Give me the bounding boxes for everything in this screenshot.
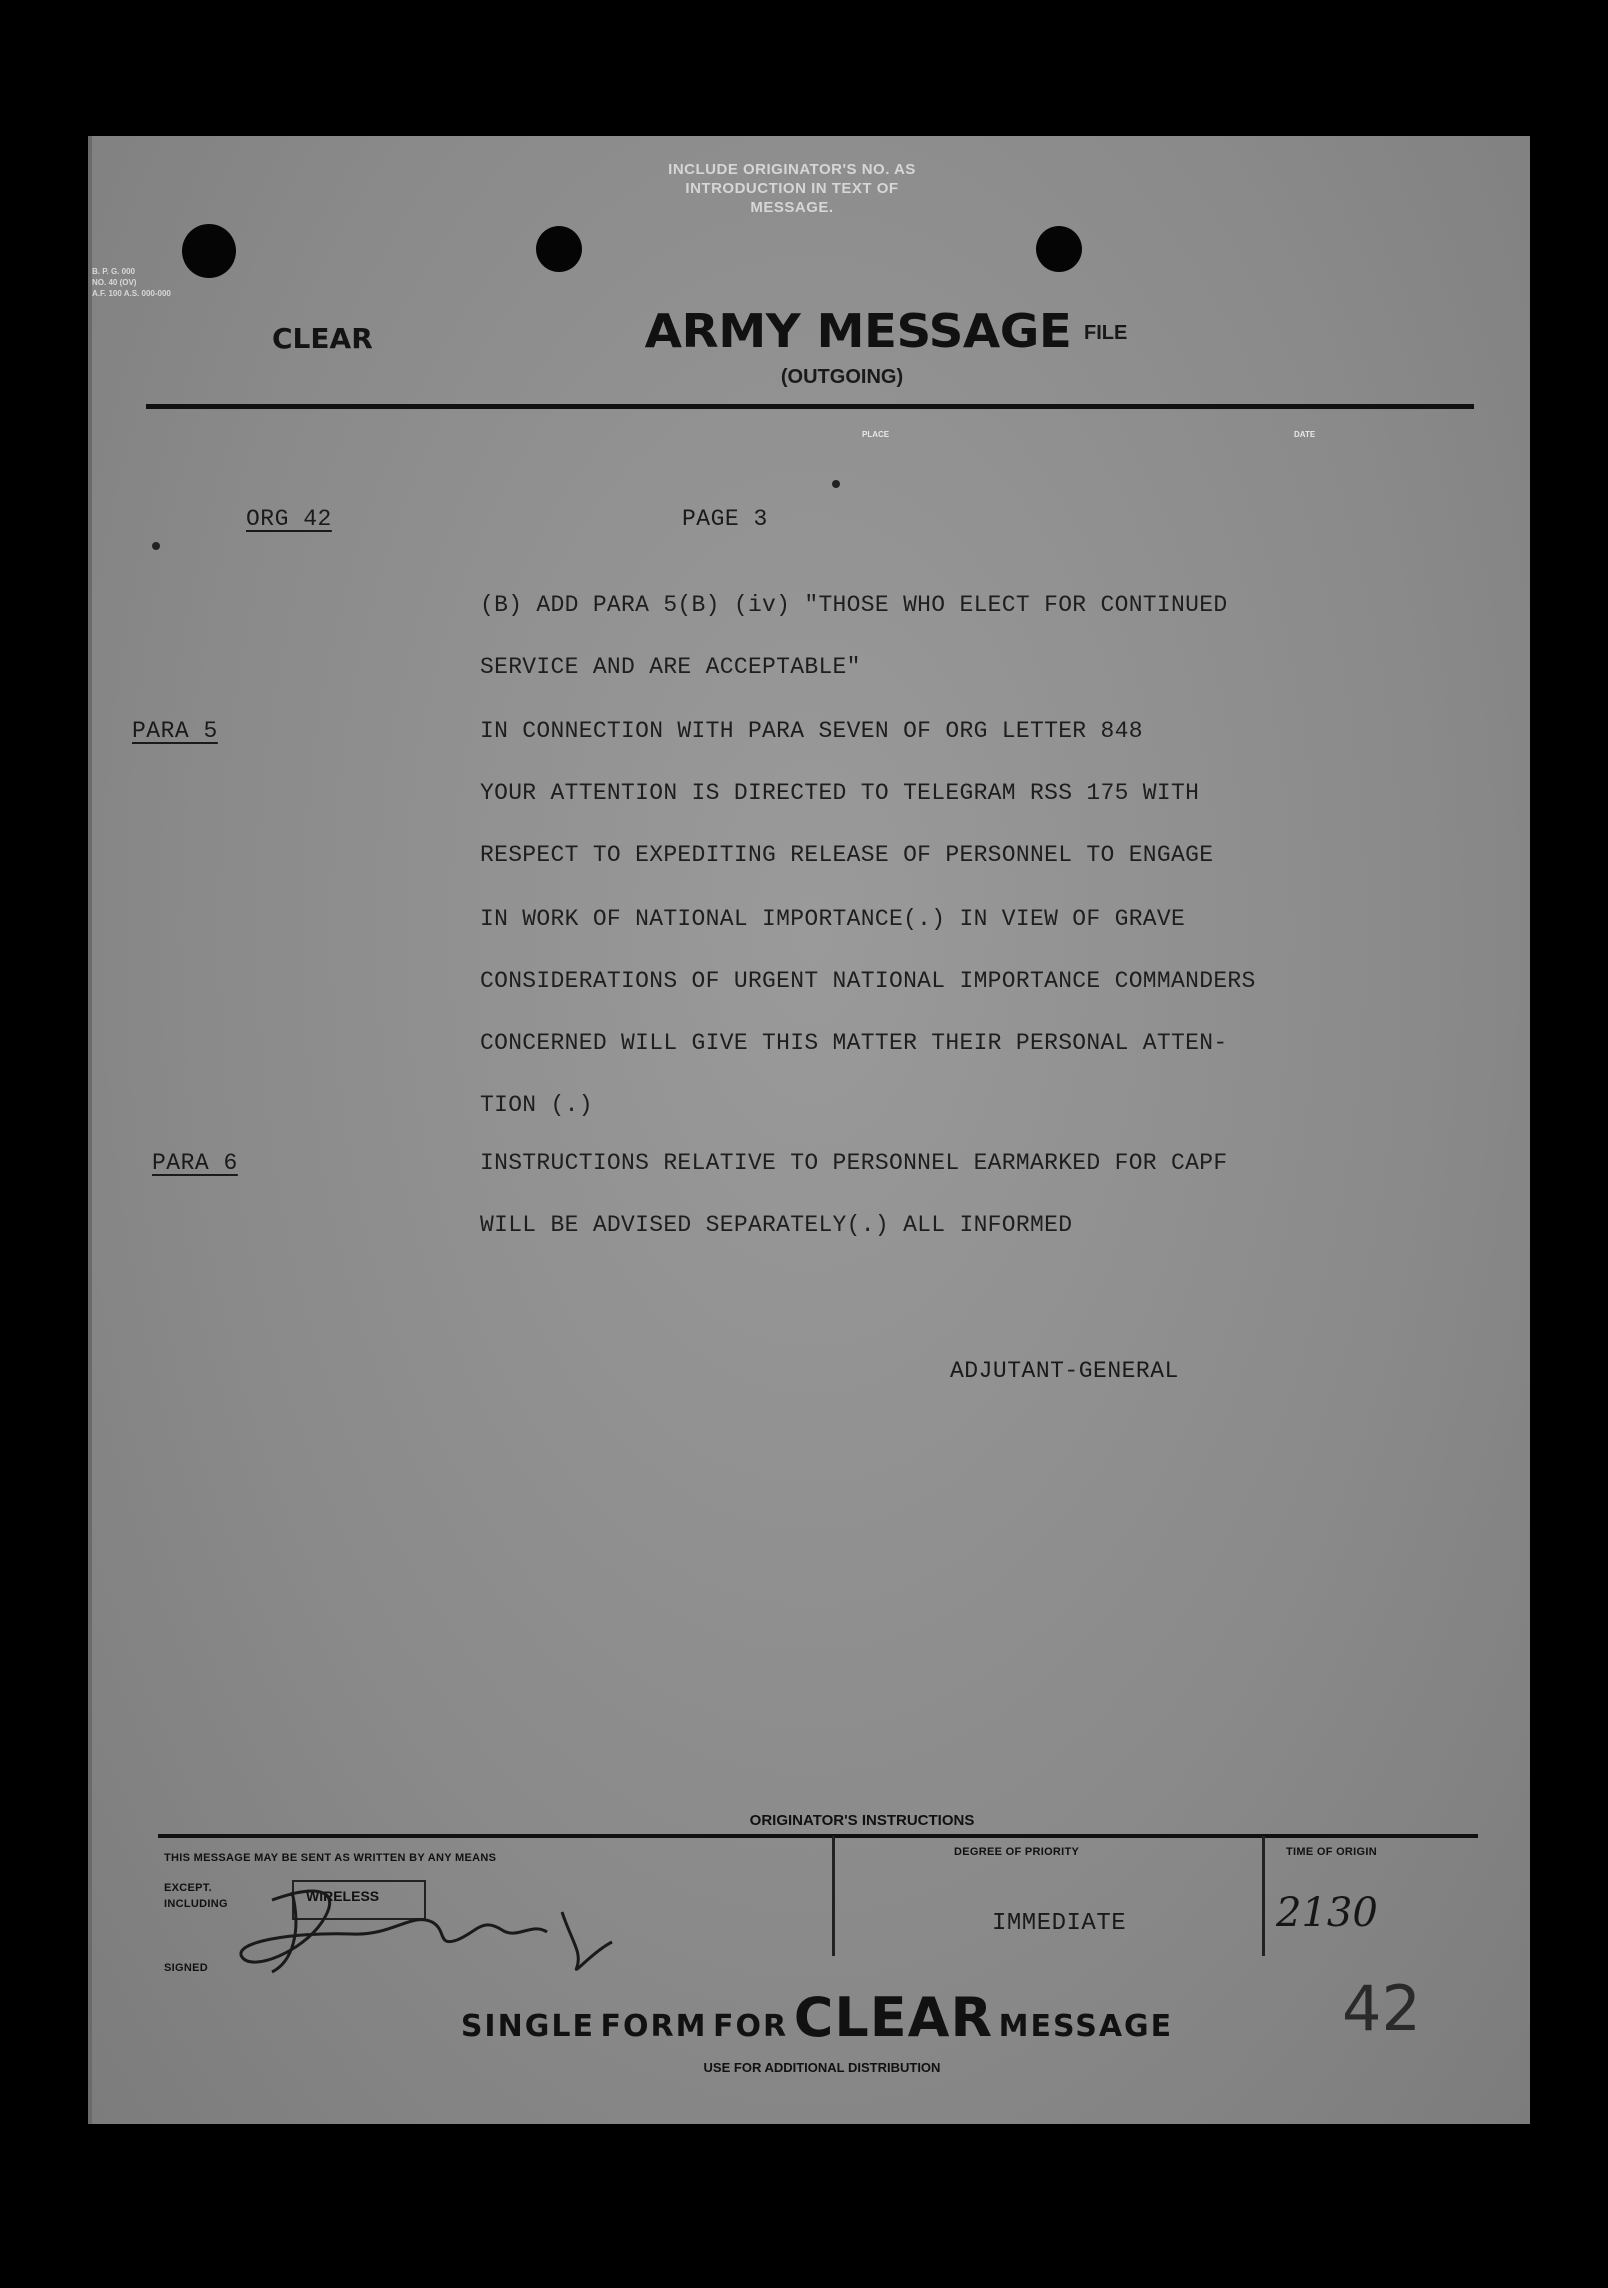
- place-label: PLACE: [862, 430, 890, 439]
- time-of-origin-label: TIME OF ORIGIN: [1286, 1846, 1377, 1858]
- message-line: WILL BE ADVISED SEPARATELY(.) ALL INFORMED: [480, 1212, 1073, 1238]
- punch-hole-left: [182, 224, 236, 278]
- footer-word: CLEAR: [793, 1986, 994, 2049]
- wireless-value: WIRELESS: [306, 1888, 380, 1904]
- form-title: ARMY MESSAGE: [644, 304, 1072, 358]
- time-of-origin-value: 2130: [1276, 1890, 1378, 1936]
- priority-label: DEGREE OF PRIORITY: [954, 1846, 1080, 1858]
- instructions-divider: [832, 1836, 835, 1956]
- punch-hole-center: [536, 226, 582, 272]
- message-line: CONCERNED WILL GIVE THIS MATTER THEIR PERSONAL ATTEN-: [480, 1030, 1228, 1056]
- form-code-line-3: A.F. 100 A.S. 000-000: [92, 289, 171, 298]
- clear-label: CLEAR: [272, 322, 373, 355]
- message-line: IN WORK OF NATIONAL IMPORTANCE(.) IN VIEW OF GRAVE: [480, 906, 1186, 932]
- sent-as-written-label: THIS MESSAGE MAY BE SENT AS WRITTEN BY ANY MEANS: [164, 1852, 497, 1864]
- signed-label: SIGNED: [164, 1962, 208, 1974]
- form-subtitle: (OUTGOING): [780, 366, 904, 388]
- signoff: ADJUTANT-GENERAL: [950, 1358, 1179, 1384]
- form-footer-title: [342, 1986, 1292, 2049]
- instructions-divider: [1262, 1836, 1265, 1956]
- para-5-label: PARA 5: [132, 718, 218, 744]
- handwritten-page-number: 42: [1342, 1972, 1421, 2045]
- message-line: IN CONNECTION WITH PARA SEVEN OF ORG LETTER 848: [480, 718, 1143, 744]
- message-form-sheet: [88, 136, 1530, 2124]
- form-footer-subtitle: USE FOR ADDITIONAL DISTRIBUTION: [703, 2060, 941, 2075]
- para-6-label: PARA 6: [152, 1150, 238, 1176]
- form-code-line-1: B. P. G. 000: [92, 267, 135, 276]
- speck: [832, 480, 840, 488]
- file-label: FILE: [1084, 322, 1128, 344]
- except-label: EXCEPT.: [164, 1882, 212, 1894]
- message-line: RESPECT TO EXPEDITING RELEASE OF PERSONNEL TO ENGAGE: [480, 842, 1214, 868]
- originator-note-line-3: MESSAGE.: [750, 199, 834, 216]
- originator-note-line-2: INTRODUCTION IN TEXT OF: [685, 180, 899, 197]
- message-line: CONSIDERATIONS OF URGENT NATIONAL IMPORTANCE COMMANDERS: [480, 968, 1256, 994]
- footer-word: FOR: [713, 2009, 789, 2044]
- originator-note-line-1: INCLUDE ORIGINATOR'S NO. AS: [668, 161, 916, 178]
- page-reference: PAGE 3: [682, 506, 768, 532]
- form-code: [92, 266, 182, 299]
- punch-hole-right: [1036, 226, 1082, 272]
- message-line: TION (.): [480, 1092, 593, 1118]
- originator-note: [592, 160, 992, 217]
- message-line: (B) ADD PARA 5(B) (iv) "THOSE WHO ELECT FOR CONTINUED: [480, 592, 1228, 618]
- handwritten-signature: [232, 1872, 652, 1982]
- message-line: INSTRUCTIONS RELATIVE TO PERSONNEL EARMARKED FOR CAPF: [480, 1150, 1228, 1176]
- footer-word: FORM: [600, 2009, 708, 2044]
- message-line: SERVICE AND ARE ACCEPTABLE": [480, 654, 861, 680]
- org-reference: ORG 42: [246, 506, 332, 532]
- priority-value: IMMEDIATE: [992, 1910, 1127, 1937]
- footer-word: MESSAGE: [998, 2009, 1174, 2044]
- message-line: YOUR ATTENTION IS DIRECTED TO TELEGRAM RSS 175 WITH: [480, 780, 1200, 806]
- including-label: INCLUDING: [164, 1898, 228, 1910]
- header-rule: [146, 404, 1474, 409]
- originator-instructions-title: ORIGINATOR'S INSTRUCTIONS: [749, 1812, 975, 1829]
- date-label: DATE: [1294, 430, 1316, 439]
- footer-word: SINGLE: [460, 2009, 595, 2044]
- speck: [152, 542, 160, 550]
- form-code-line-2: NO. 40 (OV): [92, 278, 137, 287]
